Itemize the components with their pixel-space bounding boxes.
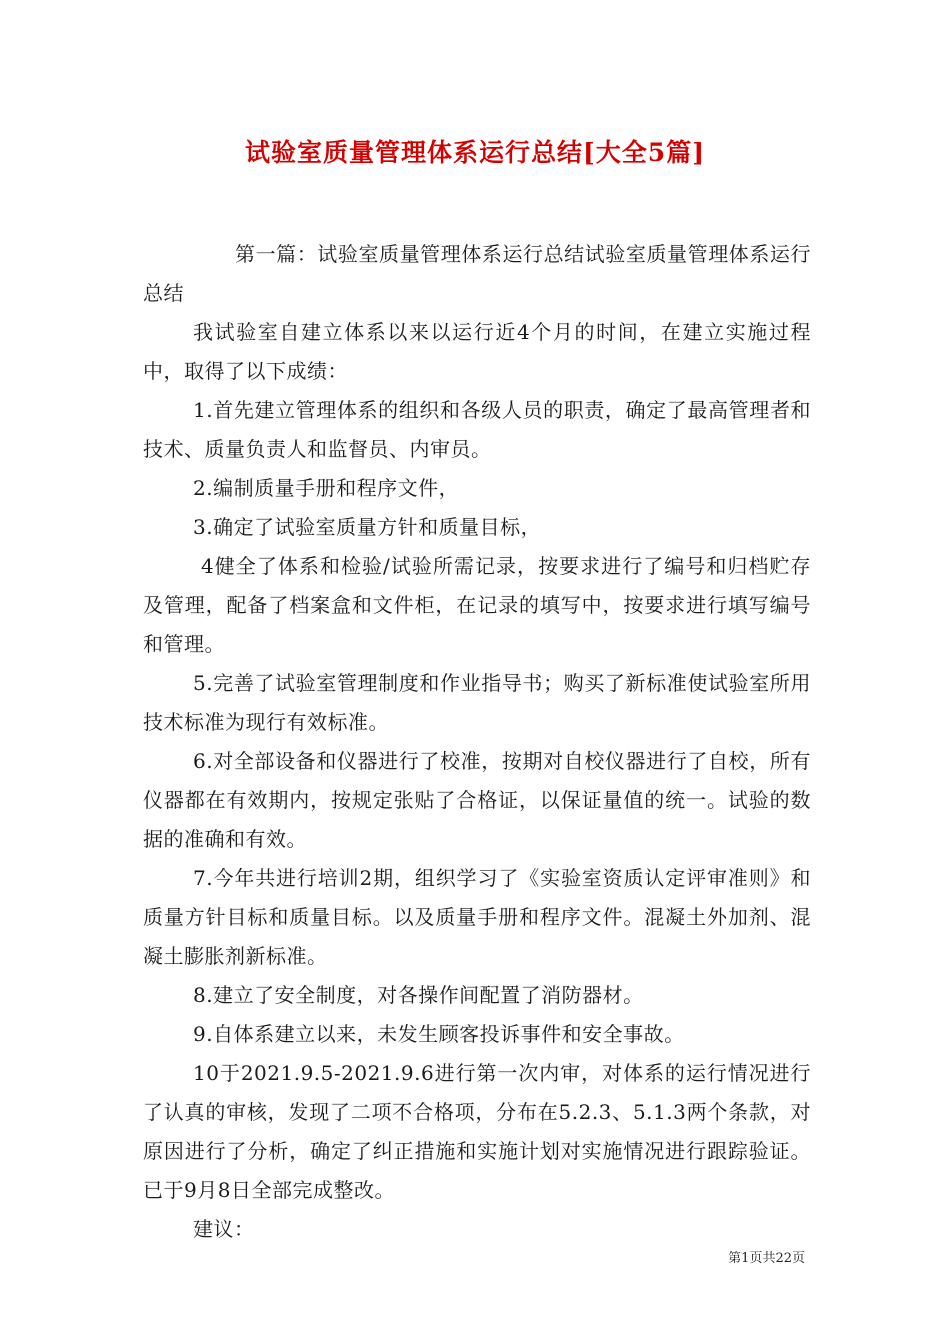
paragraph-item-6: 6.对全部设备和仪器进行了校准，按期对自校仪器进行了自校，所有仪器都在有效期内，按规定张贴了合格证，以保证量值的统一。试验的数据的准确和有效。 (143, 749, 811, 851)
paragraph-item-1: 1.首先建立管理体系的组织和各级人员的职责，确定了最高管理者和技术、质量负责人和监督员、内审员。 (143, 398, 811, 461)
page-number: 第1页共22页 (728, 1251, 805, 1266)
paragraph-item-4: 4健全了体系和检验/试验所需记录，按要求进行了编号和归档贮存及管理，配备了档案盒和文件柜，在记录的填写中，按要求进行填写编号和管理。 (143, 554, 811, 656)
paragraph-item-9: 9.自体系建立以来，未发生顾客投诉事件和安全事故。 (193, 1022, 685, 1046)
paragraph-item-3: 3.确定了试验室质量方针和质量目标， (193, 515, 542, 539)
document-title: 试验室质量管理体系运行总结[大全5篇] (244, 138, 706, 167)
paragraph-suggestion: 建议： (193, 1217, 255, 1241)
paragraph-item-10: 10于2021.9.5-2021.9.6进行第一次内审，对体系的运行情况进行了认真的审核，发现了二项不合格项，分布在5.2.3、5.1.3两个条款，对原因进行了分析，确定了纠正措施和实施计划对实施情况进行跟踪验证。已于9月8日全部完成整改。 (143, 1061, 811, 1202)
paragraph-intro: 我试验室自建立体系以来以运行近4个月的时间，在建立实施过程中，取得了以下成绩： (143, 320, 811, 383)
paragraph-heading: 第一篇：试验室质量管理体系运行总结试验室质量管理体系运行总结 (143, 242, 811, 305)
paragraph-item-5: 5.完善了试验室管理制度和作业指导书；购买了新标准使试验室所用技术标准为现行有效标准。 (143, 671, 811, 734)
document-body (143, 235, 811, 1249)
paragraph-item-7: 7.今年共进行培训2期，组织学习了《实验室资质认定评审准则》和质量方针目标和质量目标。以及质量手册和程序文件。混凝土外加剂、混凝土膨胀剂新标准。 (143, 866, 811, 968)
paragraph-item-8: 8.建立了安全制度，对各操作间配置了消防器材。 (193, 983, 644, 1007)
paragraph-item-2: 2.编制质量手册和程序文件， (193, 476, 460, 500)
